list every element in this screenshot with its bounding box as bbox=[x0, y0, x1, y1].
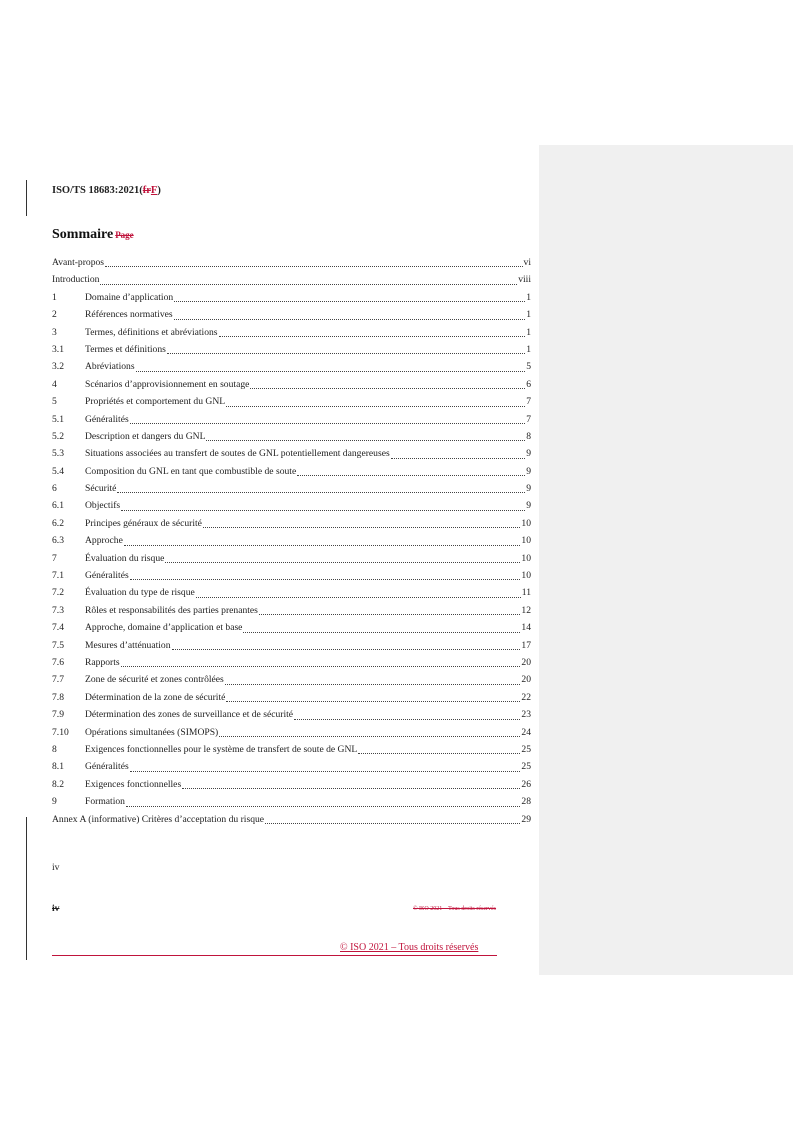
inserted-text: F bbox=[150, 185, 158, 196]
deleted-text: fr bbox=[142, 185, 151, 196]
toc-entry-title: Rapports bbox=[85, 656, 120, 668]
toc-entry[interactable] bbox=[52, 758, 531, 775]
toc-entry-number: 6 bbox=[52, 483, 57, 495]
toc-entry[interactable] bbox=[52, 324, 531, 341]
toc-entry-page: vi bbox=[523, 257, 531, 268]
toc-entry[interactable] bbox=[52, 567, 531, 584]
toc-entry-title: Références normatives bbox=[85, 309, 173, 321]
toc-entry[interactable] bbox=[52, 654, 531, 671]
toc-entry-page: 14 bbox=[521, 622, 531, 634]
toc-entry-page: 10 bbox=[521, 535, 531, 547]
toc-entry[interactable] bbox=[52, 671, 531, 688]
dot-leader bbox=[206, 439, 525, 441]
deleted-copyright: © ISO 2021 – Tous droits réservés bbox=[413, 906, 497, 912]
change-bar bbox=[26, 817, 27, 960]
toc-entry-title: Exigences fonctionnelles bbox=[85, 778, 182, 790]
dot-leader bbox=[259, 613, 520, 615]
toc-entry-title: Évaluation du risque bbox=[85, 552, 165, 564]
toc-entry-number: 7.9 bbox=[52, 709, 64, 721]
toc-entry-page: 7 bbox=[526, 396, 531, 408]
toc-entry[interactable] bbox=[52, 515, 531, 532]
dot-leader bbox=[165, 561, 520, 563]
page-number: iv bbox=[52, 862, 60, 873]
dot-leader bbox=[226, 700, 520, 702]
dot-leader bbox=[226, 405, 525, 407]
toc-entry-number: 7.10 bbox=[52, 726, 69, 738]
dot-leader bbox=[105, 265, 522, 267]
dot-leader bbox=[203, 526, 520, 528]
toc-entry-number: 8.2 bbox=[52, 778, 64, 790]
toc-entry[interactable] bbox=[52, 811, 531, 828]
toc-entry-page: 25 bbox=[521, 743, 531, 755]
toc-entry-page: 6 bbox=[526, 378, 531, 390]
toc-entry-number: 5.3 bbox=[52, 448, 64, 460]
footer-rule bbox=[52, 955, 497, 956]
dot-leader bbox=[100, 283, 517, 285]
toc-entry[interactable] bbox=[52, 289, 531, 306]
toc-entry-number: 3.2 bbox=[52, 361, 64, 373]
toc-entry-title: Formation bbox=[85, 796, 125, 808]
dot-leader bbox=[243, 631, 520, 633]
toc-entry-page: 10 bbox=[521, 570, 531, 582]
dot-leader bbox=[130, 422, 526, 424]
toc-entry[interactable] bbox=[52, 306, 531, 323]
toc-entry[interactable] bbox=[52, 376, 531, 393]
toc-entry-title: Description et dangers du GNL bbox=[85, 430, 206, 442]
dot-leader bbox=[294, 718, 520, 720]
toc-entry-page: 1 bbox=[526, 326, 531, 338]
toc-entry-page: 5 bbox=[526, 361, 531, 373]
toc-entry[interactable] bbox=[52, 637, 531, 654]
toc-entry-number: 2 bbox=[52, 309, 57, 321]
toc-entry[interactable] bbox=[52, 271, 531, 288]
toc-entry-title: Principes généraux de sécurité bbox=[85, 517, 202, 529]
toc-entry-title: Situations associées au transfert de soutes de GNL potentiellement dangereuses bbox=[85, 448, 390, 460]
toc-entry-title: Approche bbox=[85, 535, 123, 547]
toc-entry-title: Zone de sécurité et zones contrôlées bbox=[85, 674, 224, 686]
toc-entry-title: Généralités bbox=[85, 570, 129, 582]
toc-entry-title: Annex A (informative) Critères d’acceptation du risque bbox=[52, 813, 265, 825]
toc-entry[interactable] bbox=[52, 480, 531, 497]
table-of-contents bbox=[52, 254, 531, 828]
toc-entry-title: Opérations simultanées (SIMOPS) bbox=[85, 726, 219, 738]
toc-entry-number: 7.6 bbox=[52, 656, 64, 668]
dot-leader bbox=[167, 352, 525, 354]
toc-entry-page: 17 bbox=[521, 639, 531, 651]
toc-entry-title: Généralités bbox=[85, 761, 129, 773]
dot-leader bbox=[126, 805, 520, 807]
toc-entry-page: 23 bbox=[521, 709, 531, 721]
toc-entry-page: 28 bbox=[521, 796, 531, 808]
toc-entry-number: 5.4 bbox=[52, 465, 64, 477]
dot-leader bbox=[121, 509, 525, 511]
dot-leader bbox=[219, 335, 526, 337]
toc-entry[interactable] bbox=[52, 532, 531, 549]
toc-entry-number: 7.5 bbox=[52, 639, 64, 651]
toc-entry-number: 6.3 bbox=[52, 535, 64, 547]
dot-leader bbox=[250, 387, 525, 389]
toc-entry-title: Propriétés et comportement du GNL bbox=[85, 396, 226, 408]
toc-entry-title: Rôles et responsabilités des parties prenantes bbox=[85, 604, 258, 616]
toc-entry-page: 1 bbox=[526, 309, 531, 321]
toc-entry[interactable] bbox=[52, 724, 531, 741]
toc-entry-page: 1 bbox=[526, 343, 531, 355]
toc-entry-title: Détermination des zones de surveillance et de sécurité bbox=[85, 709, 294, 721]
toc-entry-number: 5 bbox=[52, 396, 57, 408]
dot-leader bbox=[117, 491, 525, 493]
toc-entry-page: 9 bbox=[526, 465, 531, 477]
toc-entry-number: 6.2 bbox=[52, 517, 64, 529]
toc-entry-title: Abréviations bbox=[85, 361, 135, 373]
toc-entry-page: 25 bbox=[521, 761, 531, 773]
dot-leader bbox=[130, 578, 521, 580]
toc-entry-title: Objectifs bbox=[85, 500, 121, 512]
toc-entry-number: 7.7 bbox=[52, 674, 64, 686]
toc-entry-page: 1 bbox=[526, 291, 531, 303]
toc-entry[interactable] bbox=[52, 793, 531, 810]
toc-entry-title: Généralités bbox=[85, 413, 129, 425]
toc-entry-title: Termes et définitions bbox=[85, 343, 166, 355]
toc-entry[interactable] bbox=[52, 254, 531, 271]
dot-leader bbox=[172, 648, 521, 650]
toc-entry-number: 7.8 bbox=[52, 691, 64, 703]
toc-title: Sommaire Page bbox=[52, 227, 134, 242]
dot-leader bbox=[136, 370, 526, 372]
toc-entry[interactable] bbox=[52, 463, 531, 480]
toc-entry[interactable] bbox=[52, 584, 531, 601]
toc-entry-number: 6.1 bbox=[52, 500, 64, 512]
toc-entry-title: Évaluation du type de risque bbox=[85, 587, 195, 599]
dot-leader bbox=[297, 474, 525, 476]
dot-leader bbox=[121, 665, 521, 667]
toc-entry[interactable] bbox=[52, 428, 531, 445]
toc-entry-number: 9 bbox=[52, 796, 57, 808]
toc-entry-page: 11 bbox=[521, 587, 531, 599]
toc-entry-page: 20 bbox=[521, 656, 531, 668]
toc-entry-title: Termes, définitions et abréviations bbox=[85, 326, 218, 338]
toc-entry-page: 26 bbox=[521, 778, 531, 790]
toc-entry-title: Composition du GNL en tant que combustible de soute bbox=[85, 465, 297, 477]
toc-entry-title: Détermination de la zone de sécurité bbox=[85, 691, 226, 703]
toc-entry[interactable] bbox=[52, 550, 531, 567]
toc-entry[interactable] bbox=[52, 393, 531, 410]
toc-entry-number: 4 bbox=[52, 378, 57, 390]
toc-entry[interactable] bbox=[52, 689, 531, 706]
toc-entry-page: 12 bbox=[521, 604, 531, 616]
toc-entry-number: 7.3 bbox=[52, 604, 64, 616]
toc-entry-title: Scénarios d’approvisionnement en soutage bbox=[85, 378, 250, 390]
document-reference: ISO/TS 18683:2021(frF) bbox=[52, 185, 161, 196]
toc-entry-title: Approche, domaine d’application et base bbox=[85, 622, 243, 634]
toc-entry-page: 10 bbox=[521, 517, 531, 529]
toc-entry-page: 20 bbox=[521, 674, 531, 686]
toc-entry-title: Sécurité bbox=[85, 483, 117, 495]
toc-entry-title: Domaine d’application bbox=[85, 291, 174, 303]
dot-leader bbox=[219, 735, 520, 737]
toc-entry[interactable] bbox=[52, 358, 531, 375]
toc-entry[interactable] bbox=[52, 445, 531, 462]
dot-leader bbox=[182, 787, 520, 789]
toc-entry[interactable] bbox=[52, 619, 531, 636]
dot-leader bbox=[124, 544, 521, 546]
dot-leader bbox=[174, 300, 525, 302]
toc-entry-page: 9 bbox=[526, 483, 531, 495]
toc-entry-title: Avant-propos bbox=[52, 257, 105, 268]
toc-entry[interactable] bbox=[52, 776, 531, 793]
dot-leader bbox=[196, 596, 521, 598]
dot-leader bbox=[174, 318, 526, 320]
toc-entry-number: 5.1 bbox=[52, 413, 64, 425]
toc-entry-page: 9 bbox=[526, 500, 531, 512]
comment-pane bbox=[539, 145, 793, 975]
toc-entry[interactable] bbox=[52, 706, 531, 723]
toc-entry-page: 8 bbox=[526, 430, 531, 442]
toc-entry-title: Exigences fonctionnelles pour le système de transfert de soute de GNL bbox=[85, 743, 358, 755]
toc-entry-number: 7.2 bbox=[52, 587, 64, 599]
toc-entry-number: 3.1 bbox=[52, 343, 64, 355]
dot-leader bbox=[265, 822, 520, 824]
toc-entry-title: Mesures d’atténuation bbox=[85, 639, 171, 651]
dot-leader bbox=[358, 752, 520, 754]
toc-entry-number: 8 bbox=[52, 743, 57, 755]
toc-entry-number: 1 bbox=[52, 291, 57, 303]
deleted-page-label: Page bbox=[115, 230, 134, 240]
toc-entry[interactable] bbox=[52, 741, 531, 758]
dot-leader bbox=[225, 683, 521, 685]
dot-leader bbox=[391, 457, 526, 459]
toc-entry-title: Introduction bbox=[52, 274, 100, 286]
toc-entry[interactable] bbox=[52, 497, 531, 514]
toc-entry-number: 8.1 bbox=[52, 761, 64, 773]
toc-entry-page: viii bbox=[518, 274, 531, 286]
toc-entry-number: 5.2 bbox=[52, 430, 64, 442]
toc-entry-page: 10 bbox=[521, 552, 531, 564]
toc-entry-page: 22 bbox=[521, 691, 531, 703]
copyright-notice: © ISO 2021 – Tous droits réservés bbox=[340, 942, 479, 953]
toc-entry-number: 3 bbox=[52, 326, 57, 338]
toc-entry-page: 7 bbox=[526, 413, 531, 425]
toc-entry-number: 7 bbox=[52, 552, 57, 564]
change-bar bbox=[26, 180, 27, 216]
toc-entry-page: 24 bbox=[521, 726, 531, 738]
toc-entry-page: 29 bbox=[521, 813, 531, 825]
toc-entry[interactable] bbox=[52, 341, 531, 358]
toc-entry-page: 9 bbox=[526, 448, 531, 460]
toc-entry[interactable] bbox=[52, 602, 531, 619]
toc-entry-number: 7.4 bbox=[52, 622, 64, 634]
toc-entry[interactable] bbox=[52, 411, 531, 428]
toc-entry-number: 7.1 bbox=[52, 570, 64, 582]
dot-leader bbox=[130, 770, 521, 772]
deleted-page-number: iv bbox=[52, 903, 60, 914]
